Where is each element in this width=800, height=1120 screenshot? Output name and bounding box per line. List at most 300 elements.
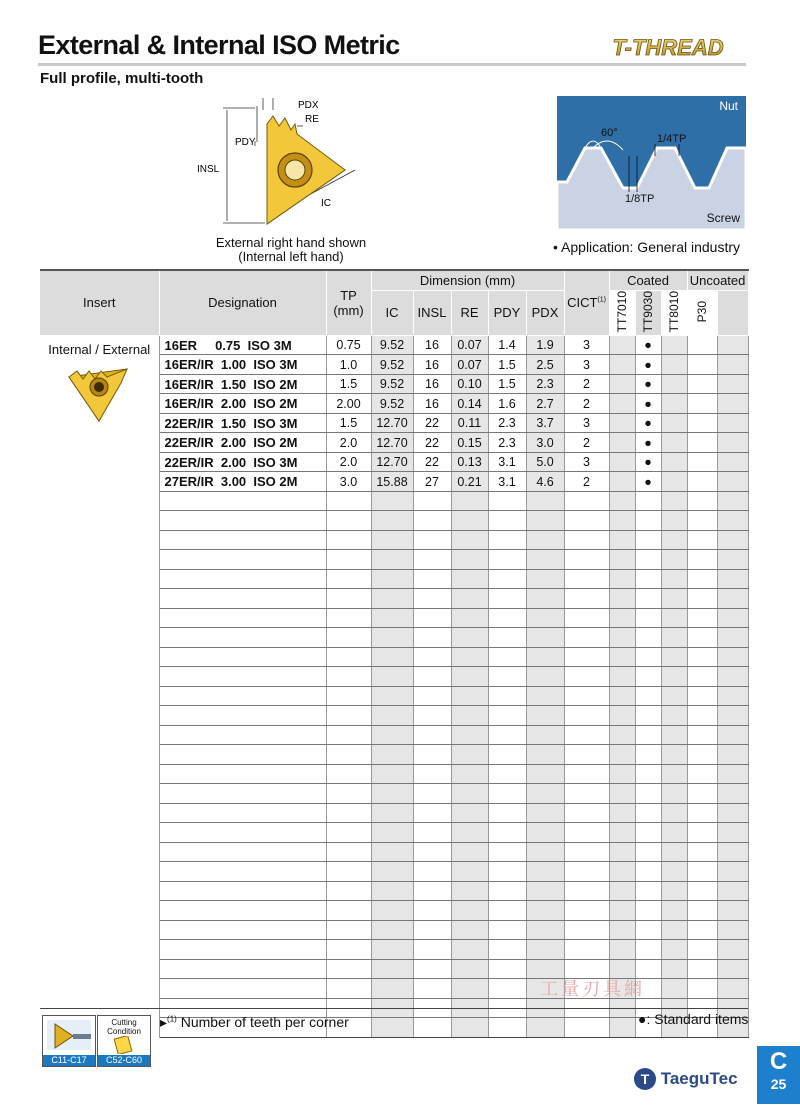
- col-pdy: PDY: [488, 290, 526, 335]
- table-cell: [451, 706, 488, 726]
- cell-pdx: 1.9: [526, 335, 564, 355]
- table-cell: [661, 823, 687, 843]
- table-cell: [635, 686, 661, 706]
- re-label: RE: [305, 114, 319, 125]
- pdx-label: PDX: [298, 100, 319, 111]
- table-cell: [451, 881, 488, 901]
- table-cell: [488, 550, 526, 570]
- cell-tp: 1.5: [326, 413, 371, 433]
- table-cell: [326, 745, 371, 765]
- table-cell: [451, 920, 488, 940]
- table-cell: [717, 725, 748, 745]
- insert-geometry-diagram: [195, 96, 375, 236]
- cell-tt9030: ●: [635, 374, 661, 394]
- table-cell: [687, 589, 717, 609]
- table-cell: [687, 667, 717, 687]
- table-cell: [371, 764, 413, 784]
- table-cell: [687, 959, 717, 979]
- table-cell: [159, 803, 326, 823]
- table-cell: [371, 569, 413, 589]
- table-cell: [371, 725, 413, 745]
- table-cell: [326, 550, 371, 570]
- table-cell: [488, 706, 526, 726]
- table-cell: [526, 608, 564, 628]
- table-cell: [371, 667, 413, 687]
- table-cell: [717, 550, 748, 570]
- table-cell: [687, 472, 717, 492]
- cell-tt9030: ●: [635, 355, 661, 375]
- table-cell: [687, 511, 717, 531]
- cell-tt9030: ●: [635, 472, 661, 492]
- table-cell: [609, 901, 635, 921]
- table-cell: [526, 940, 564, 960]
- table-cell: [326, 823, 371, 843]
- table-cell: [609, 784, 635, 804]
- table-cell: [687, 706, 717, 726]
- table-cell: [451, 511, 488, 531]
- table-cell: [451, 842, 488, 862]
- table-cell: [371, 745, 413, 765]
- cell-cict: 2: [564, 374, 609, 394]
- table-cell: [371, 1018, 413, 1038]
- table-cell: [609, 764, 635, 784]
- table-cell: [635, 920, 661, 940]
- table-cell: [609, 589, 635, 609]
- table-cell: [717, 647, 748, 667]
- cell-cict: 2: [564, 472, 609, 492]
- insert-reference-icon[interactable]: [42, 1015, 96, 1067]
- cell-pdy: 1.4: [488, 335, 526, 355]
- table-cell: [564, 881, 609, 901]
- table-cell: [326, 959, 371, 979]
- cell-cict: 3: [564, 452, 609, 472]
- table-cell: [159, 979, 326, 999]
- cell-designation: 22ER/IR 2.00 ISO 3M: [159, 452, 326, 472]
- application-note: • Application: General industry: [553, 239, 741, 255]
- table-cell: [661, 355, 687, 375]
- table-cell: [413, 979, 451, 999]
- table-cell: [159, 784, 326, 804]
- col-designation: Designation: [159, 270, 326, 335]
- page-number: 25: [770, 1076, 787, 1092]
- cell-insl: 16: [413, 355, 451, 375]
- table-cell: [488, 784, 526, 804]
- cell-pdy: 2.3: [488, 413, 526, 433]
- table-cell: [687, 628, 717, 648]
- cell-tp: 1.0: [326, 355, 371, 375]
- table-cell: [413, 959, 451, 979]
- cell-cict: 3: [564, 335, 609, 355]
- table-cell: [661, 881, 687, 901]
- table-cell: [687, 784, 717, 804]
- cell-pdx: 3.7: [526, 413, 564, 433]
- table-cell: [159, 823, 326, 843]
- table-cell: [687, 491, 717, 511]
- table-cell: [526, 569, 564, 589]
- table-cell: [526, 491, 564, 511]
- table-cell: [609, 550, 635, 570]
- table-cell: [564, 725, 609, 745]
- table-cell: [635, 530, 661, 550]
- table-cell: [635, 608, 661, 628]
- table-cell: [326, 491, 371, 511]
- table-cell: [451, 764, 488, 784]
- table-cell: [564, 550, 609, 570]
- table-cell: [609, 881, 635, 901]
- section-letter: C: [769, 1048, 788, 1075]
- table-cell: [526, 901, 564, 921]
- table-cell: [564, 1018, 609, 1038]
- table-cell: [526, 862, 564, 882]
- table-cell: [488, 979, 526, 999]
- table-cell: [526, 842, 564, 862]
- table-cell: [687, 979, 717, 999]
- table-cell: [635, 589, 661, 609]
- table-cell: [609, 725, 635, 745]
- cell-pdx: 2.7: [526, 394, 564, 414]
- table-cell: [526, 725, 564, 745]
- table-cell: [717, 940, 748, 960]
- table-cell: [609, 1018, 635, 1038]
- table-cell: [526, 784, 564, 804]
- table-cell: [661, 745, 687, 765]
- table-cell: [159, 881, 326, 901]
- pdy-label: PDY: [235, 137, 256, 148]
- table-cell: [413, 511, 451, 531]
- col-cict: CICT$^{(1)}$: [564, 270, 609, 335]
- table-cell: [717, 959, 748, 979]
- table-cell: [413, 569, 451, 589]
- table-cell: [564, 940, 609, 960]
- col-insl: INSL: [413, 290, 451, 335]
- cutting-condition-icon[interactable]: [97, 1015, 151, 1067]
- cutting-condition-title: Cutting Condition: [107, 1018, 141, 1036]
- table-cell: [371, 881, 413, 901]
- cell-ic: 9.52: [371, 335, 413, 355]
- table-cell: [451, 940, 488, 960]
- table-cell: [326, 608, 371, 628]
- cell-insl: 16: [413, 335, 451, 355]
- cell-insl: 27: [413, 472, 451, 492]
- screw-label: Screw: [706, 211, 740, 225]
- cell-re: 0.21: [451, 472, 488, 492]
- table-cell: [635, 842, 661, 862]
- diagram-caption-line2: (Internal left hand): [238, 249, 344, 264]
- table-cell: [326, 530, 371, 550]
- table-cell: [687, 374, 717, 394]
- table-cell: [488, 725, 526, 745]
- table-cell: [159, 530, 326, 550]
- table-cell: [609, 745, 635, 765]
- table-cell: [717, 394, 748, 414]
- insert-cell: [40, 335, 159, 1037]
- table-cell: [326, 784, 371, 804]
- table-cell: [564, 530, 609, 550]
- table-cell: [526, 647, 564, 667]
- table-cell: [661, 569, 687, 589]
- table-row: [40, 335, 748, 355]
- angle-label: 60°: [601, 127, 618, 139]
- table-cell: [564, 647, 609, 667]
- col-uncoated-group: Uncoated: [687, 270, 748, 290]
- table-cell: [159, 569, 326, 589]
- table-cell: [526, 550, 564, 570]
- table-cell: [717, 803, 748, 823]
- table-cell: [413, 608, 451, 628]
- table-cell: [661, 472, 687, 492]
- table-cell: [717, 979, 748, 999]
- table-cell: [326, 589, 371, 609]
- cell-cict: 3: [564, 355, 609, 375]
- cell-tt9030: ●: [635, 433, 661, 453]
- cutting-condition-label: C52-C60: [98, 1055, 150, 1066]
- cell-re: 0.11: [451, 413, 488, 433]
- cell-cict: 3: [564, 413, 609, 433]
- table-cell: [526, 589, 564, 609]
- table-cell: [488, 881, 526, 901]
- table-cell: [159, 589, 326, 609]
- table-cell: [564, 862, 609, 882]
- cell-ic: 9.52: [371, 355, 413, 375]
- table-cell: [609, 920, 635, 940]
- cell-pdy: 2.3: [488, 433, 526, 453]
- table-cell: [661, 530, 687, 550]
- cell-ic: 15.88: [371, 472, 413, 492]
- cell-re: 0.13: [451, 452, 488, 472]
- table-cell: [661, 413, 687, 433]
- table-cell: [635, 550, 661, 570]
- table-cell: [451, 1018, 488, 1038]
- section-tab[interactable]: [757, 1046, 800, 1104]
- table-cell: [609, 511, 635, 531]
- table-cell: [371, 550, 413, 570]
- cell-ic: 9.52: [371, 394, 413, 414]
- table-cell: [635, 764, 661, 784]
- insert-reference-label: C11-C17: [43, 1055, 95, 1066]
- table-cell: [413, 862, 451, 882]
- table-cell: [371, 842, 413, 862]
- table-cell: [526, 764, 564, 784]
- table-cell: [609, 940, 635, 960]
- table-cell: [413, 881, 451, 901]
- table-cell: [326, 511, 371, 531]
- table-cell: [371, 628, 413, 648]
- cell-re: 0.07: [451, 355, 488, 375]
- table-cell: [159, 491, 326, 511]
- cell-cict: 2: [564, 394, 609, 414]
- cell-tt9030: ●: [635, 335, 661, 355]
- table-cell: [159, 920, 326, 940]
- table-cell: [488, 862, 526, 882]
- table-cell: [159, 550, 326, 570]
- table-cell: [564, 784, 609, 804]
- table-cell: [717, 569, 748, 589]
- table-cell: [451, 862, 488, 882]
- table-cell: [717, 374, 748, 394]
- cell-insl: 22: [413, 413, 451, 433]
- cell-pdx: 3.0: [526, 433, 564, 453]
- table-cell: [717, 784, 748, 804]
- table-cell: [413, 940, 451, 960]
- table-cell: [687, 842, 717, 862]
- diagram-caption: [195, 236, 387, 264]
- col-tt7010: TT7010: [609, 290, 635, 335]
- table-cell: [413, 745, 451, 765]
- table-cell: [609, 667, 635, 687]
- table-cell: [413, 784, 451, 804]
- table-cell: [564, 901, 609, 921]
- col-insert: Insert: [40, 270, 159, 335]
- table-cell: [326, 706, 371, 726]
- table-cell: [451, 784, 488, 804]
- table-cell: [609, 530, 635, 550]
- table-cell: [371, 686, 413, 706]
- table-cell: [451, 569, 488, 589]
- diagram-caption-line1: External right hand shown: [215, 235, 367, 250]
- table-cell: [564, 667, 609, 687]
- table-cell: [488, 940, 526, 960]
- table-cell: [488, 764, 526, 784]
- col-ic: IC: [371, 290, 413, 335]
- table-cell: [371, 511, 413, 531]
- insl-label: INSL: [197, 164, 220, 175]
- col-coated-group: Coated: [609, 270, 687, 290]
- table-cell: [687, 608, 717, 628]
- table-cell: [717, 686, 748, 706]
- table-cell: [717, 530, 748, 550]
- table-cell: [609, 686, 635, 706]
- cell-insl: 22: [413, 433, 451, 453]
- table-cell: [609, 413, 635, 433]
- cell-tp: 3.0: [326, 472, 371, 492]
- table-cell: [159, 940, 326, 960]
- table-cell: [635, 511, 661, 531]
- cell-designation: 16ER/IR 2.00 ISO 2M: [159, 394, 326, 414]
- table-cell: [488, 530, 526, 550]
- table-cell: [661, 901, 687, 921]
- cell-tp: 2.0: [326, 433, 371, 453]
- table-cell: [687, 452, 717, 472]
- table-cell: [564, 823, 609, 843]
- table-cell: [661, 667, 687, 687]
- table-cell: [488, 491, 526, 511]
- cell-pdy: 1.5: [488, 355, 526, 375]
- table-cell: [564, 628, 609, 648]
- table-cell: [564, 511, 609, 531]
- table-cell: [371, 959, 413, 979]
- table-cell: [717, 472, 748, 492]
- table-cell: [488, 842, 526, 862]
- table-cell: [609, 491, 635, 511]
- table-cell: [326, 979, 371, 999]
- table-cell: [717, 764, 748, 784]
- table-cell: [717, 452, 748, 472]
- table-cell: [717, 862, 748, 882]
- table-cell: [326, 803, 371, 823]
- table-cell: [371, 862, 413, 882]
- table-cell: [326, 647, 371, 667]
- cell-designation: 16ER 0.75 ISO 3M: [159, 335, 326, 355]
- table-cell: [717, 589, 748, 609]
- table-cell: [526, 511, 564, 531]
- table-cell: [564, 491, 609, 511]
- table-cell: [661, 725, 687, 745]
- table-cell: [159, 862, 326, 882]
- cell-ic: 12.70: [371, 433, 413, 453]
- table-cell: [326, 764, 371, 784]
- table-cell: [326, 569, 371, 589]
- table-cell: [635, 745, 661, 765]
- title-divider: [38, 63, 746, 66]
- table-cell: [451, 803, 488, 823]
- cell-designation: 22ER/IR 2.00 ISO 2M: [159, 433, 326, 453]
- table-cell: [687, 686, 717, 706]
- table-cell: [488, 647, 526, 667]
- cell-tt9030: ●: [635, 413, 661, 433]
- table-cell: [159, 745, 326, 765]
- table-cell: [488, 628, 526, 648]
- table-cell: [687, 394, 717, 414]
- table-cell: [609, 394, 635, 414]
- table-cell: [609, 823, 635, 843]
- table-cell: [661, 374, 687, 394]
- cell-re: 0.15: [451, 433, 488, 453]
- table-cell: [609, 335, 635, 355]
- table-cell: [717, 511, 748, 531]
- table-cell: [609, 355, 635, 375]
- table-cell: [159, 725, 326, 745]
- cell-pdx: 5.0: [526, 452, 564, 472]
- table-cell: [609, 452, 635, 472]
- application-text: Application: General industry: [561, 239, 741, 255]
- table-cell: [371, 823, 413, 843]
- table-cell: [371, 901, 413, 921]
- table-cell: [326, 881, 371, 901]
- table-cell: [371, 491, 413, 511]
- table-cell: [661, 686, 687, 706]
- table-cell: [661, 803, 687, 823]
- cell-designation: 16ER/IR 1.50 ISO 2M: [159, 374, 326, 394]
- table-cell: [488, 608, 526, 628]
- table-cell: [526, 706, 564, 726]
- cell-pdy: 1.6: [488, 394, 526, 414]
- quarter-pitch-label: 1/4TP: [657, 133, 687, 145]
- table-cell: [635, 901, 661, 921]
- cell-pdy: 3.1: [488, 472, 526, 492]
- table-cell: [635, 940, 661, 960]
- table-cell: [717, 920, 748, 940]
- table-cell: [451, 823, 488, 843]
- table-cell: [564, 608, 609, 628]
- table-cell: [451, 979, 488, 999]
- table-cell: [413, 920, 451, 940]
- table-cell: [635, 862, 661, 882]
- table-cell: [371, 530, 413, 550]
- table-cell: [687, 764, 717, 784]
- table-cell: [371, 589, 413, 609]
- table-cell: [687, 901, 717, 921]
- table-cell: [371, 647, 413, 667]
- table-cell: [609, 862, 635, 882]
- table-cell: [564, 569, 609, 589]
- table-cell: [564, 842, 609, 862]
- table-cell: [159, 706, 326, 726]
- table-cell: [488, 569, 526, 589]
- table-cell: [661, 550, 687, 570]
- table-cell: [635, 667, 661, 687]
- watermark: 工量刃具網: [540, 979, 645, 999]
- table-cell: [661, 433, 687, 453]
